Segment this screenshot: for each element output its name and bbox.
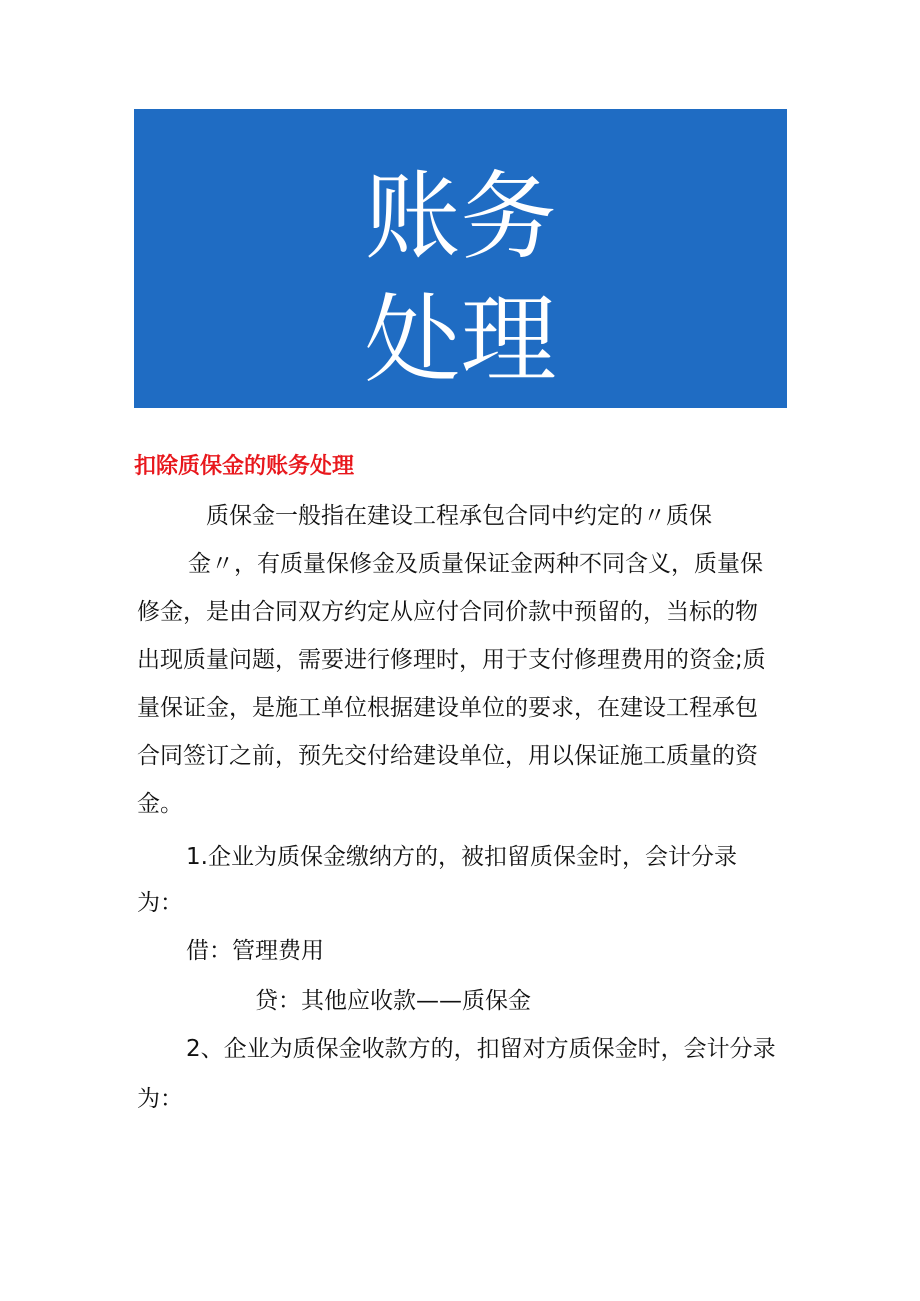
paragraph-line: 合同签订之前，预先交付给建设单位，用以保证施工质量的资 xyxy=(137,743,758,769)
list-item-line: 1.企业为质保金缴纳方的，被扣留质保金时，会计分录 xyxy=(186,844,737,870)
banner-title-line-2: 处理 xyxy=(364,284,557,396)
paragraph-line: 量保证金，是施工单位根据建设单位的要求，在建设工程承包 xyxy=(137,695,758,721)
list-item-line: 为： xyxy=(137,1086,183,1112)
paragraph-line: 修金，是由合同双方约定从应付合同价款中预留的，当标的物 xyxy=(137,599,758,625)
section-heading: 扣除质保金的账务处理 xyxy=(134,454,355,479)
paragraph-line: 质保金一般指在建设工程承包合同中约定的〃质保 xyxy=(206,503,712,529)
journal-entry-debit: 借：管理费用 xyxy=(186,938,324,964)
journal-entry-credit: 贷：其他应收款——质保金 xyxy=(255,988,531,1014)
list-item-line: 为： xyxy=(137,890,183,916)
list-item-line: 2、企业为质保金收款方的，扣留对方质保金时，会计分录 xyxy=(186,1036,776,1062)
title-banner xyxy=(134,109,787,408)
paragraph-line: 金。 xyxy=(137,791,183,817)
paragraph-line: 出现质量问题，需要进行修理时，用于支付修理费用的资金;质 xyxy=(137,647,766,673)
paragraph-line: 金〃，有质量保修金及质量保证金两种不同含义，质量保 xyxy=(188,551,763,577)
banner-title-line-1: 账务 xyxy=(364,161,557,273)
